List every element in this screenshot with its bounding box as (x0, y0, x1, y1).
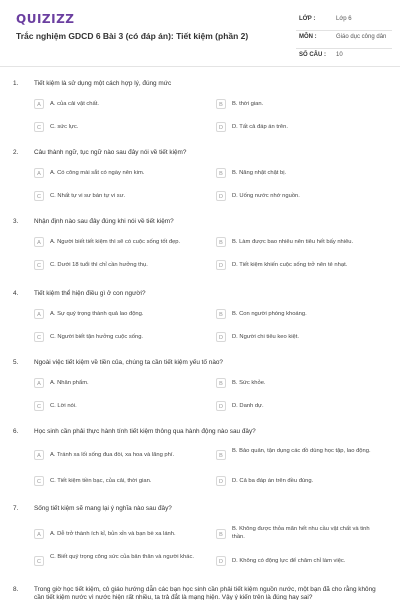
option-text: D. Tiết kiệm khiến cuộc sống trở nên tẻ nhạt. (232, 262, 348, 268)
option-text: D. Danh dự. (232, 403, 264, 409)
meta-value-subject: Giáo dục công dân (336, 34, 387, 40)
question-text: Học sinh cần phải thực hành tính tiết kiệm thông qua hành động nào sau đây? (34, 428, 256, 435)
option-letter-badge: B (216, 378, 226, 388)
option-text: A. của cải vật chất. (50, 101, 99, 107)
option-letter-badge: A (34, 99, 44, 109)
question-number: 7. (13, 505, 19, 512)
option-text: C. Tiết kiệm tiền bạc, của cải, thời gian. (50, 478, 152, 484)
question-text: Tiết kiệm thể hiện điều gì ở con người? (34, 290, 146, 297)
question-number: 2. (13, 149, 19, 156)
meta-label-class: LỚP : (299, 16, 316, 22)
option-text: D. Uống nước nhớ nguồn. (232, 193, 300, 199)
option-letter-badge: B (216, 309, 226, 319)
worksheet-header (0, 0, 400, 66)
option-letter-badge: B (216, 237, 226, 247)
option-letter-badge: D (216, 191, 226, 201)
option-text: C. Nhất tự vi sư bán tự vi sư. (50, 193, 126, 199)
meta-row-subject (296, 31, 392, 49)
option-letter-badge: D (216, 556, 226, 566)
question-text: Tiết kiệm là sử dụng một cách hợp lý, đúng mức (34, 80, 172, 87)
option-letter-badge: C (34, 260, 44, 270)
option-letter-badge: D (216, 260, 226, 270)
option-letter-badge: B (216, 450, 226, 460)
option-text: A. Người biết tiết kiệm thì sẽ có cuộc sống tốt đẹp. (50, 239, 181, 245)
meta-row-count (296, 49, 392, 67)
option-text: C. Người biết tận hưởng cuộc sống. (50, 334, 144, 340)
option-text: C. Biết quý trọng công sức của bản thân và người khác. (50, 554, 195, 560)
question-number: 6. (13, 428, 19, 435)
meta-value-class: Lớp 6 (336, 16, 352, 22)
question-number: 3. (13, 218, 19, 225)
option-letter-badge: A (34, 450, 44, 460)
option-text: B. Không được thỏa mãn hết nhu cầu vật chất và tinh thần. (232, 526, 370, 540)
option-letter-badge: C (34, 332, 44, 342)
option-text: A. Tránh xa lối sống đua đòi, xa hoa và lãng phí. (50, 452, 175, 458)
quizizz-logo[interactable]: QUIZIZZ (16, 12, 75, 26)
question-number: 5. (13, 359, 19, 366)
question-number: 4. (13, 290, 19, 297)
question-text: Câu thành ngữ, tục ngữ nào sau đây nói về tiết kiệm? (34, 149, 187, 156)
option-text: D. Không có động lực để chăm chỉ làm việc. (232, 558, 346, 564)
option-letter-badge: D (216, 332, 226, 342)
option-letter-badge: B (216, 529, 226, 539)
option-text: D. Người chi tiêu keo kiệt. (232, 334, 299, 340)
option-letter-badge: C (34, 401, 44, 411)
header-divider (0, 66, 400, 67)
option-letter-badge: A (34, 309, 44, 319)
option-letter-badge: D (216, 122, 226, 132)
question-text: Ngoài việc tiết kiệm về tiền của, chúng ta cần tiết kiệm yếu tố nào? (34, 359, 223, 366)
option-text: D. Tất cả đáp án trên. (232, 124, 288, 130)
question-number: 8. (13, 586, 19, 593)
question-text: Sống tiết kiệm sẽ mang lại ý nghĩa nào sau đây? (34, 505, 172, 512)
option-text: C. Lời nói. (50, 403, 77, 409)
option-text: B. Bảo quản, tận dụng các đồ dùng học tập, lao động. (232, 448, 371, 454)
option-letter-badge: A (34, 237, 44, 247)
option-text: C. sức lực. (50, 124, 79, 130)
option-text: A. Sự quý trọng thành quả lao động. (50, 311, 144, 317)
option-letter-badge: B (216, 99, 226, 109)
option-text: B. Sức khỏe. (232, 380, 266, 386)
option-letter-badge: A (34, 378, 44, 388)
option-letter-badge: B (216, 168, 226, 178)
page-title: Trắc nghiệm GDCD 6 Bài 3 (có đáp án): Tiết kiệm (phần 2) (16, 31, 249, 41)
option-text: A. Có công mài sắt có ngày nên kim. (50, 170, 145, 176)
option-letter-badge: A (34, 168, 44, 178)
option-letter-badge: A (34, 529, 44, 539)
option-letter-badge: C (34, 556, 44, 566)
option-text: A. Dễ trở thành ích kỉ, bủn xỉn và bạn bè xa lánh. (50, 531, 176, 537)
option-text: B. Làm được bao nhiêu nên tiêu hết bấy nhiêu. (232, 239, 354, 245)
option-letter-badge: C (34, 476, 44, 486)
meta-table (296, 13, 392, 67)
option-letter-badge: D (216, 401, 226, 411)
question-text: Trong giờ học tiết kiệm, cô giáo hướng dẫn các bạn học sinh cần phải tiết kiệm nguồn nước, một bạn đã cho rằng không cần tiết kiệm nước vì nước hiện rất nhiều, ta trả đắt là mạng hiện. Vậy ý kiến trên là đúng hay sai? (34, 586, 376, 600)
option-letter-badge: D (216, 476, 226, 486)
option-text: C. Dưới 18 tuổi thì chỉ cần hưởng thụ. (50, 262, 148, 268)
meta-label-count: SỐ CÂU : (299, 52, 326, 58)
question-number: 1. (13, 80, 19, 87)
option-text: B. thời gian. (232, 101, 264, 107)
meta-row-class (296, 13, 392, 31)
meta-label-subject: MÔN : (299, 34, 317, 40)
option-letter-badge: C (34, 191, 44, 201)
option-text: B. Con người phóng khoáng. (232, 311, 307, 317)
meta-value-count: 10 (336, 52, 343, 58)
question-text: Nhận định nào sau đây đúng khi nói về tiết kiệm? (34, 218, 174, 225)
option-text: D. Cả ba đáp án trên đều đúng. (232, 478, 314, 484)
option-letter-badge: C (34, 122, 44, 132)
option-text: A. Nhân phẩm. (50, 380, 89, 386)
option-text: B. Năng nhặt chặt bị. (232, 170, 287, 176)
